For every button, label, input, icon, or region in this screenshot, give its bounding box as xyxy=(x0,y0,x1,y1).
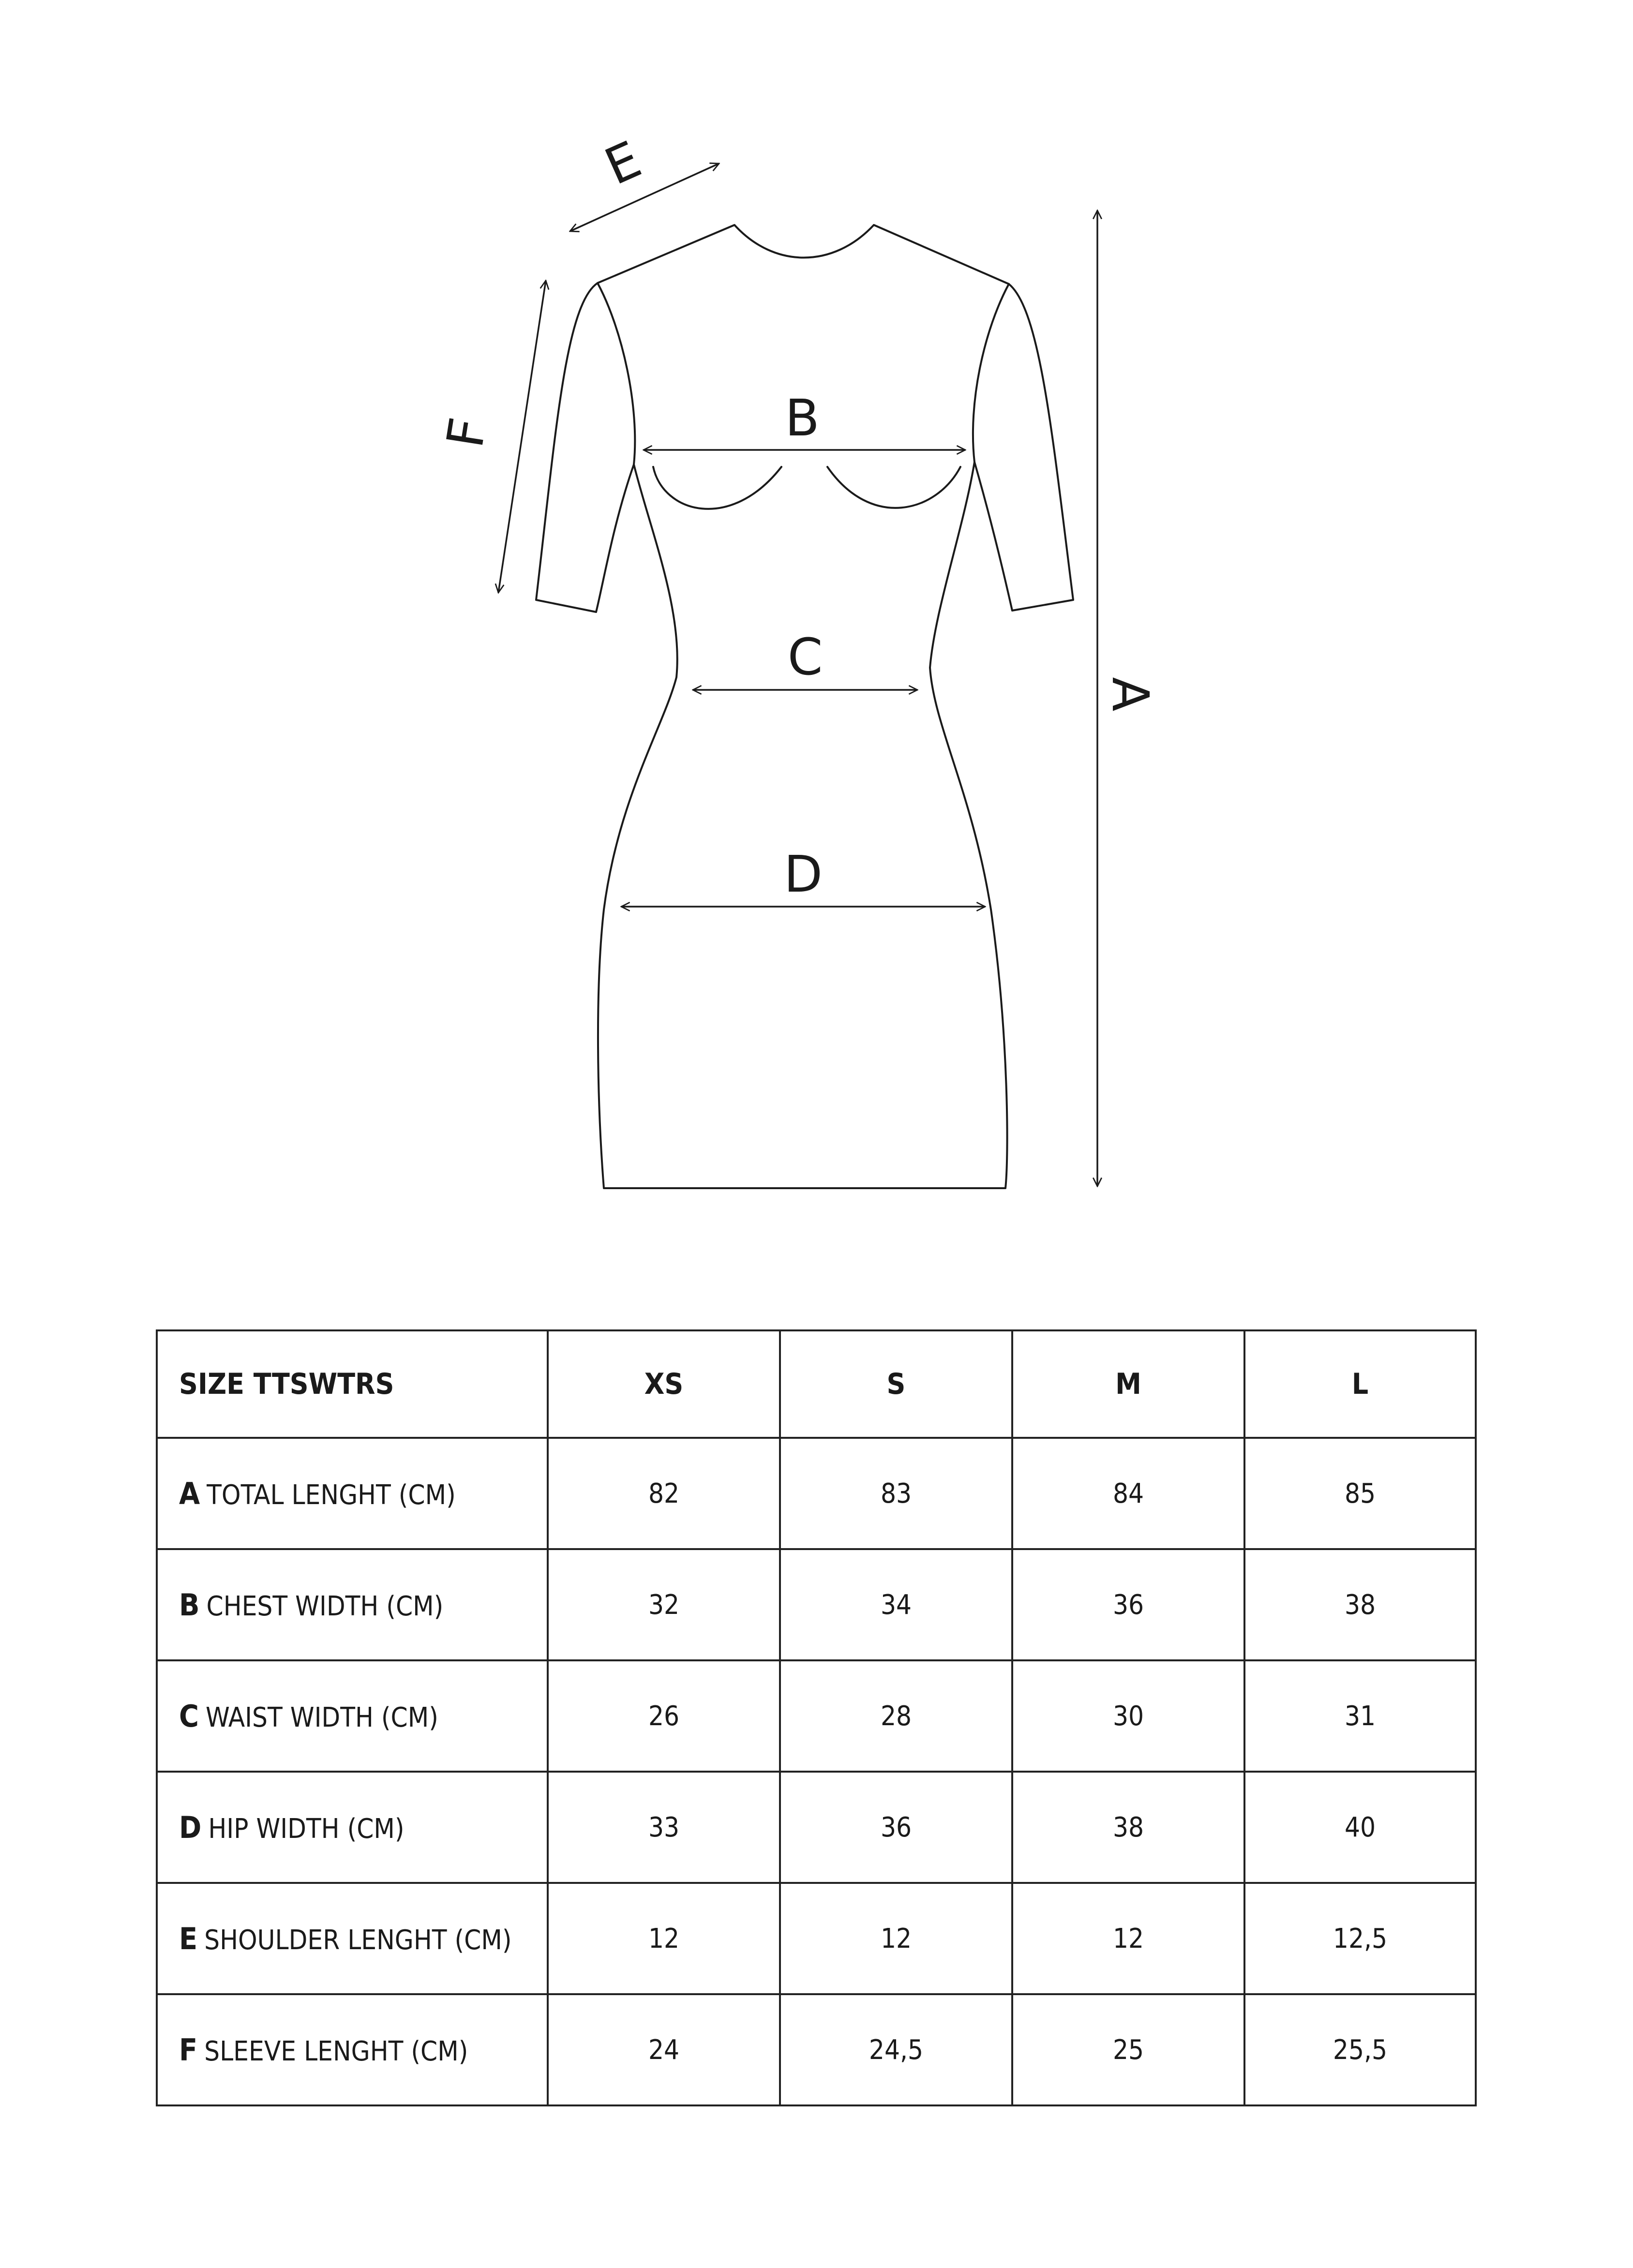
size-header-xs: XS xyxy=(548,1330,780,1438)
table-cell: 12 xyxy=(548,1883,780,1994)
left-sleeve-outline xyxy=(536,283,634,612)
row-label xyxy=(157,1883,548,1994)
row-measurement-name: WAIST WIDTH (CM) xyxy=(205,1701,438,1733)
table-cell: 12,5 xyxy=(1244,1883,1476,1994)
table-cell: 38 xyxy=(1244,1549,1476,1660)
row-letter: A xyxy=(179,1476,200,1511)
table-corner-label: SIZE TTSWTRS xyxy=(157,1330,548,1438)
table-cell: 38 xyxy=(1012,1772,1244,1883)
table-cell: 82 xyxy=(548,1438,780,1549)
dress-outline xyxy=(536,225,1073,1188)
table-cell: 28 xyxy=(780,1660,1012,1772)
size-header-l: L xyxy=(1244,1330,1476,1438)
table-cell: 36 xyxy=(780,1772,1012,1883)
row-letter: E xyxy=(179,1921,198,1956)
row-label xyxy=(157,1994,548,2105)
row-letter: F xyxy=(179,2032,198,2068)
table-cell: 83 xyxy=(780,1438,1012,1549)
table-cell: 30 xyxy=(1012,1660,1244,1772)
row-label xyxy=(157,1549,548,1660)
size-header-s: S xyxy=(780,1330,1012,1438)
table-row-sleeve-length xyxy=(157,1994,1476,2105)
label-a: A xyxy=(1101,677,1160,712)
table-cell: 24,5 xyxy=(780,1994,1012,2105)
table-row-shoulder-length xyxy=(157,1883,1476,1994)
left-bust-curve xyxy=(653,467,781,509)
table-cell: 33 xyxy=(548,1772,780,1883)
table-cell: 36 xyxy=(1012,1549,1244,1660)
label-f: F xyxy=(435,414,498,452)
dress-body-outline xyxy=(598,225,1009,1188)
row-label xyxy=(157,1772,548,1883)
size-chart-table xyxy=(156,1329,1477,2106)
table-cell: 12 xyxy=(780,1883,1012,1994)
label-d: D xyxy=(783,845,823,904)
row-letter: D xyxy=(179,1809,202,1845)
row-measurement-name: SLEEVE LENGHT (CM) xyxy=(204,2035,468,2067)
table-cell: 12 xyxy=(1012,1883,1244,1994)
table-cell: 24 xyxy=(548,1994,780,2105)
table-row-hip-width xyxy=(157,1772,1476,1883)
table-cell: 25,5 xyxy=(1244,1994,1476,2105)
arrow-f-sleeve-length xyxy=(498,281,546,593)
table-header-row xyxy=(157,1330,1476,1438)
row-letter: C xyxy=(179,1698,199,1734)
row-letter: B xyxy=(179,1587,200,1623)
table-cell: 32 xyxy=(548,1549,780,1660)
table-row-chest-width xyxy=(157,1549,1476,1660)
row-label xyxy=(157,1438,548,1549)
right-bust-curve xyxy=(827,467,960,508)
label-c: C xyxy=(787,627,823,686)
table-cell: 26 xyxy=(548,1660,780,1772)
size-header-m: M xyxy=(1012,1330,1244,1438)
row-measurement-name: SHOULDER LENGHT (CM) xyxy=(204,1924,512,1956)
table-cell: 85 xyxy=(1244,1438,1476,1549)
table-cell: 25 xyxy=(1012,1994,1244,2105)
row-measurement-name: CHEST WIDTH (CM) xyxy=(206,1590,444,1622)
table-row-total-length xyxy=(157,1438,1476,1549)
table-cell: 40 xyxy=(1244,1772,1476,1883)
table-cell: 34 xyxy=(780,1549,1012,1660)
label-b: B xyxy=(785,388,820,448)
table-cell: 84 xyxy=(1012,1438,1244,1549)
row-label xyxy=(157,1660,548,1772)
table-cell: 31 xyxy=(1244,1660,1476,1772)
label-e: E xyxy=(596,130,650,197)
row-measurement-name: HIP WIDTH (CM) xyxy=(208,1813,405,1845)
table-row-waist-width xyxy=(157,1660,1476,1772)
row-measurement-name: TOTAL LENGHT (CM) xyxy=(207,1479,456,1511)
